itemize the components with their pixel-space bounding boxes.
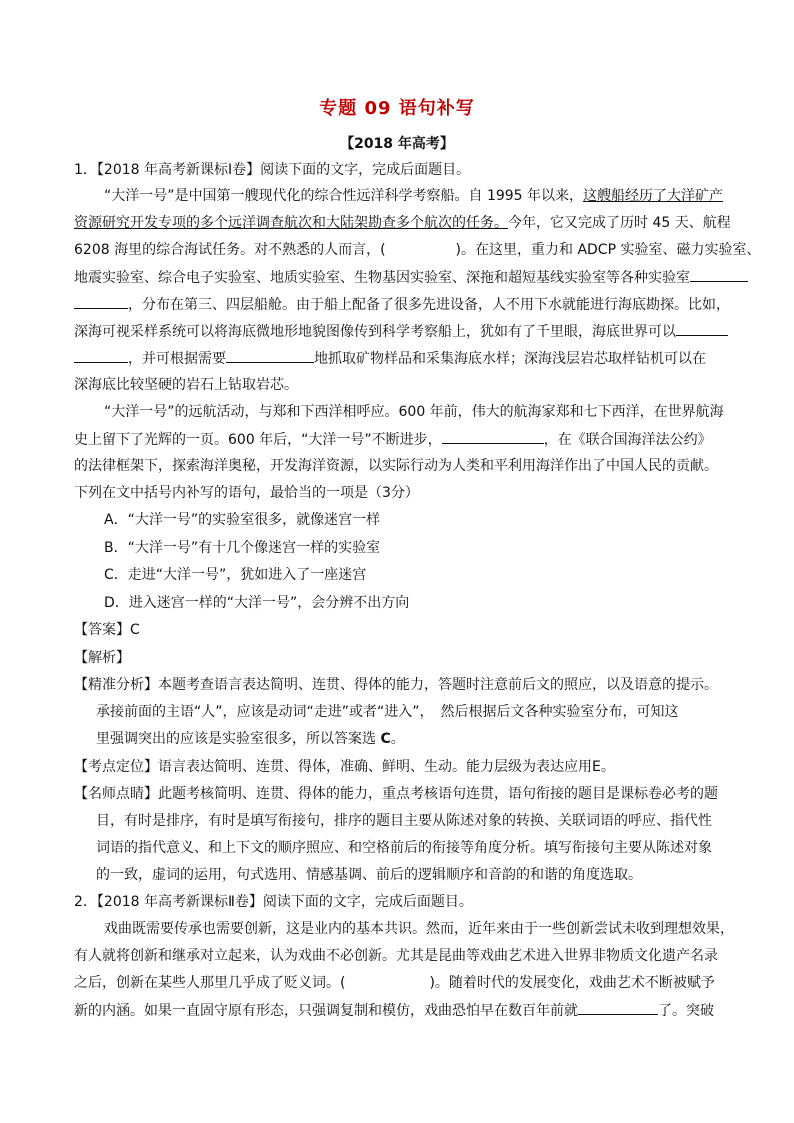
fill-blank xyxy=(74,350,128,363)
precise-analysis xyxy=(74,677,724,693)
teacher-note-line: 词语的指代意义、和上下文的顺序照应、和空格前后的衔接等角度分析。填写衔接句主要从陈述对象 xyxy=(96,840,712,856)
analysis-label: 【解析】 xyxy=(74,650,130,666)
fill-blank xyxy=(442,431,544,444)
precise-analysis-tag: 【精准分析】 xyxy=(74,677,158,693)
q1-text: 今年，它又完成了历时 45 天、航程 xyxy=(508,215,731,231)
q1-text: 里强调突出的应该是实验室很多，所以答案选 xyxy=(96,731,381,747)
q1-passage-line xyxy=(74,431,724,448)
answer-letter: C xyxy=(380,731,391,747)
q1-passage-line xyxy=(74,323,724,340)
q2-passage-line: 戏曲既需要传承也需要创新，这是业内的基本共识。然而，近年来由于一些创新尝试未收到理想效果， xyxy=(104,921,734,937)
question-1-stem: 1．【2018 年高考新课标Ⅰ卷】阅读下面的文字，完成后面题目。 xyxy=(74,162,471,178)
precise-analysis-text: 本题考查语言表达简明、连贯、得体的能力，答题时注意前后文的照应，以及语意的提示。 xyxy=(158,677,718,693)
q1-passage-line xyxy=(104,188,754,204)
fill-blank xyxy=(676,323,728,336)
q1-passage-line xyxy=(74,350,724,367)
q1-text: 深海可视采样系统可以将海底微地形地貌图像传到科学考察船上，犹如有了千里眼，海底世界可以 xyxy=(74,324,676,340)
option-c: C．走进“大洋一号”，犹如进入了一座迷宫 xyxy=(104,567,367,583)
q1-text: ，并可根据需要 xyxy=(128,351,226,367)
teacher-note-line: 的一致，虚词的运用，句式选用、情感基调、前后的逻辑顺序和音韵的和谐的角度选取。 xyxy=(96,867,642,883)
option-a: A．“大洋一号”的实验室很多，就像迷宫一样 xyxy=(104,512,381,528)
fill-blank xyxy=(690,269,748,282)
q1-passage-line: 6208 海里的综合海试任务。对不熟悉的人而言，( )。在这里，重力和 ADCP 实验室、磁力实验室、 xyxy=(74,242,761,258)
exam-point-text: 语言表达简明、连贯、得体，准确、鲜明、生动。能力层级为表达应用E。 xyxy=(158,759,615,775)
q1-passage-line xyxy=(74,296,730,313)
fill-blank xyxy=(578,1002,658,1015)
precise-analysis-line xyxy=(96,731,746,747)
q1-text: 史上留下了光辉的一页。600 年后，“大洋一号”不断进步， xyxy=(74,432,442,448)
q1-text: “大洋一号”是中国第一艘现代化的综合性远洋科学考察船。自 1995 年以来， xyxy=(104,188,584,204)
teacher-note-text: 此题考核简明、连贯、得体的能力，重点考核语句连贯，语句衔接的题目是课标卷必考的题 xyxy=(158,786,718,802)
q2-passage-line: 有人就将创新和继承对立起来，认为戏曲不必创新。尤其是昆曲等戏曲艺术进入世界非物质文化遗产名录 xyxy=(74,948,718,964)
exam-point xyxy=(74,759,724,775)
teacher-note-line: 目，有时是排序，有时是填写衔接句，排序的题目主要从陈述对象的转换、关联词语的呼应、指代性 xyxy=(96,813,712,829)
underlined-text: 资源研究开发专项的多个远洋调查航次和大陆架勘查多个航次的任务。 xyxy=(74,215,508,231)
option-d: D．进入迷宫一样的“大洋一号”，会分辨不出方向 xyxy=(104,595,410,611)
q2-text: 新的内涵。如果一直固守原有形态，只强调复制和模仿，戏曲恐怕早在数百年前就 xyxy=(74,1003,578,1019)
q1-passage-line: 深海底比较坚硬的岩石上钻取岩芯。 xyxy=(74,377,298,393)
q1-passage-line xyxy=(74,269,724,286)
teacher-note-tag: 【名师点睛】 xyxy=(74,786,158,802)
q1-passage-line: 的法律框架下，探索海洋奥秘，开发海洋资源，以实际行动为人类和平利用海洋作出了中国人民的贡献。 xyxy=(74,458,718,474)
q1-text: 地抓取矿物样品和采集海底水样；深海浅层岩芯取样钻机可以在 xyxy=(314,351,706,367)
fill-blank xyxy=(226,350,314,363)
page-title: 专题 09 语句补写 xyxy=(319,98,475,119)
question-prompt: 下列在文中括号内补写的语句，最恰当的一项是（3分） xyxy=(74,485,419,501)
fill-blank xyxy=(74,296,128,309)
q2-passage-line: 之后，创新在某些人那里几乎成了贬义词。( )。随着时代的发展变化，戏曲艺术不断被赋予 xyxy=(74,975,715,991)
teacher-note xyxy=(74,786,724,802)
q1-text: 地震实验室、综合电子实验室、地质实验室、生物基因实验室、深拖和超短基线实验室等各种实验室 xyxy=(74,270,690,286)
q1-text: ，在《联合国海洋法公约》 xyxy=(543,432,712,448)
q2-passage-line xyxy=(74,1002,724,1019)
option-b: B．“大洋一号”有十几个像迷宫一样的实验室 xyxy=(104,540,381,556)
precise-analysis-line: 承接前面的主语“人”，应该是动词“走进”或者“进入”， 然后根据后文各种实验室分布，可知这 xyxy=(96,704,679,720)
exam-point-tag: 【考点定位】 xyxy=(74,759,158,775)
underlined-text: 这艘船经历了大洋矿产 xyxy=(583,188,724,204)
q1-text: 。 xyxy=(390,731,405,747)
q2-text: 了。突破 xyxy=(658,1003,714,1019)
answer-label: 【答案】C xyxy=(74,622,140,638)
q1-passage-line xyxy=(74,215,731,231)
question-2-stem: 2．【2018 年高考新课标Ⅱ卷】阅读下面的文字，完成后面题目。 xyxy=(74,894,473,910)
section-heading: 【2018 年高考】 xyxy=(340,136,454,152)
q1-text: ，分布在第三、四层船舱。由于船上配备了很多先进设备，人不用下水就能进行海底勘探。比如， xyxy=(128,297,730,313)
q1-passage-line: “大洋一号”的远航活动，与郑和下西洋相呼应。600 年前，伟大的航海家郑和七下西洋，在世界航海 xyxy=(104,404,724,420)
